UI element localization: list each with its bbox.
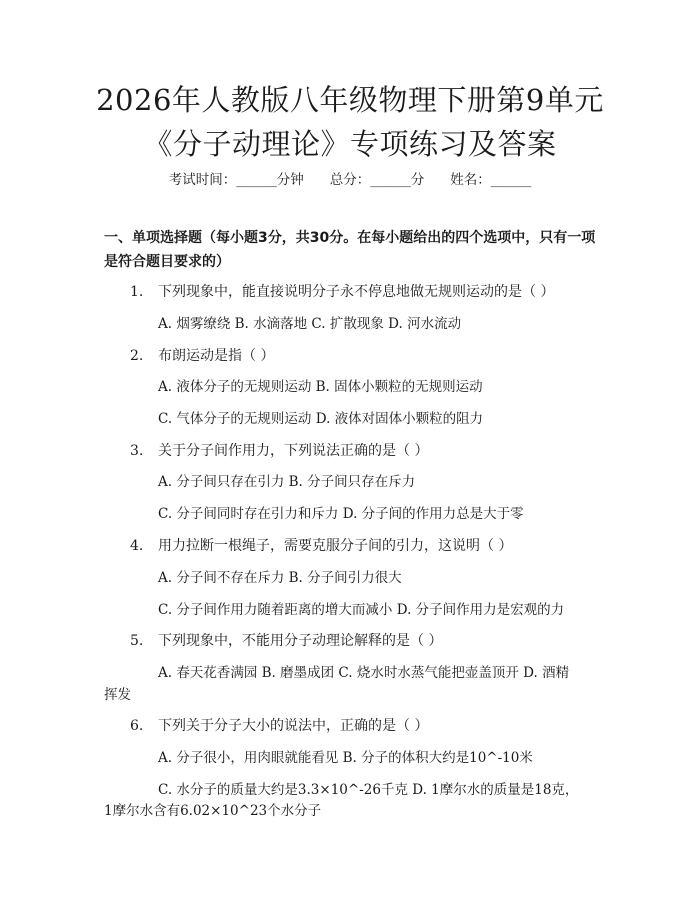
question-text: 下列关于分子大小的说法中，正确的是（ ）: [158, 718, 429, 734]
question-1-options: A. 烟雾缭绕 B. 水滴落地 C. 扩散现象 D. 河水流动: [158, 316, 462, 332]
question-6: [130, 716, 428, 736]
question-4-options-line-2: C. 分子间作用力随着距离的增大而减小 D. 分子间作用力是宏观的力: [158, 602, 565, 618]
question-2-options-line-1: A. 液体分子的无规则运动 B. 固体小颗粒的无规则运动: [158, 379, 483, 395]
question-text: 关于分子间作用力，下列说法正确的是（ ）: [158, 443, 429, 459]
question-2-options-line-2: C. 气体分子的无规则运动 D. 液体对固体小颗粒的阻力: [158, 411, 484, 427]
question-3-options-line-1: A. 分子间只存在引力 B. 分子间只存在斥力: [158, 474, 416, 490]
section-heading: 一、单项选择题（每小题3分，共30分。在每小题给出的四个选项中，只有一项是符合题目要求的）: [104, 230, 596, 270]
question-number: 5.: [130, 633, 144, 649]
question-6-options-line-2: C. 水分子的质量大约是3.3×10^-26千克 D. 1摩尔水的质量是18克，: [158, 782, 579, 798]
question-6-options-line-1: A. 分子很小，用肉眼就能看见 B. 分子的体积大约是10^-10米: [158, 750, 533, 766]
question-number: 3.: [130, 443, 144, 459]
question-5: [130, 631, 442, 651]
question-4: [130, 536, 512, 556]
question-number: 6.: [130, 718, 144, 734]
question-4-options-line-1: A. 分子间不存在斥力 B. 分子间引力很大: [158, 570, 402, 586]
document-title: 2026年人教版八年级物理下册第9单元《分子动理论》专项练习及答案: [96, 83, 604, 161]
question-number: 1.: [130, 284, 144, 300]
question-3-options-line-2: C. 分子间同时存在引力和斥力 D. 分子间的作用力总是大于零: [158, 506, 524, 522]
question-number: 4.: [130, 538, 144, 554]
exam-time-field: 考试时间：______分钟: [168, 172, 304, 188]
question-text: 下列现象中，能直接说明分子永不停息地做无规则运动的是（ ）: [158, 284, 555, 300]
question-text: 下列现象中，不能用分子动理论解释的是（ ）: [158, 633, 443, 649]
name-field: 姓名：______: [450, 172, 532, 188]
question-3: [130, 441, 428, 461]
exam-meta: [0, 168, 700, 188]
question-number: 2.: [130, 348, 144, 364]
question-text: 布朗运动是指（ ）: [158, 348, 275, 364]
question-1: [130, 282, 554, 302]
question-5-options-line-1: A. 春天花香满园 B. 磨墨成团 C. 烧水时水蒸气能把壶盖顶开 D. 酒精: [158, 665, 570, 681]
question-5-options-line-2: 挥发: [104, 687, 131, 703]
total-score-field: 总分：______分: [329, 172, 425, 188]
question-6-options-line-3: 1摩尔水含有6.02×10^23个水分子: [104, 803, 322, 819]
question-text: 用力拉断一根绳子，需要克服分子间的引力，这说明（ ）: [158, 538, 513, 554]
question-2: [130, 346, 274, 366]
